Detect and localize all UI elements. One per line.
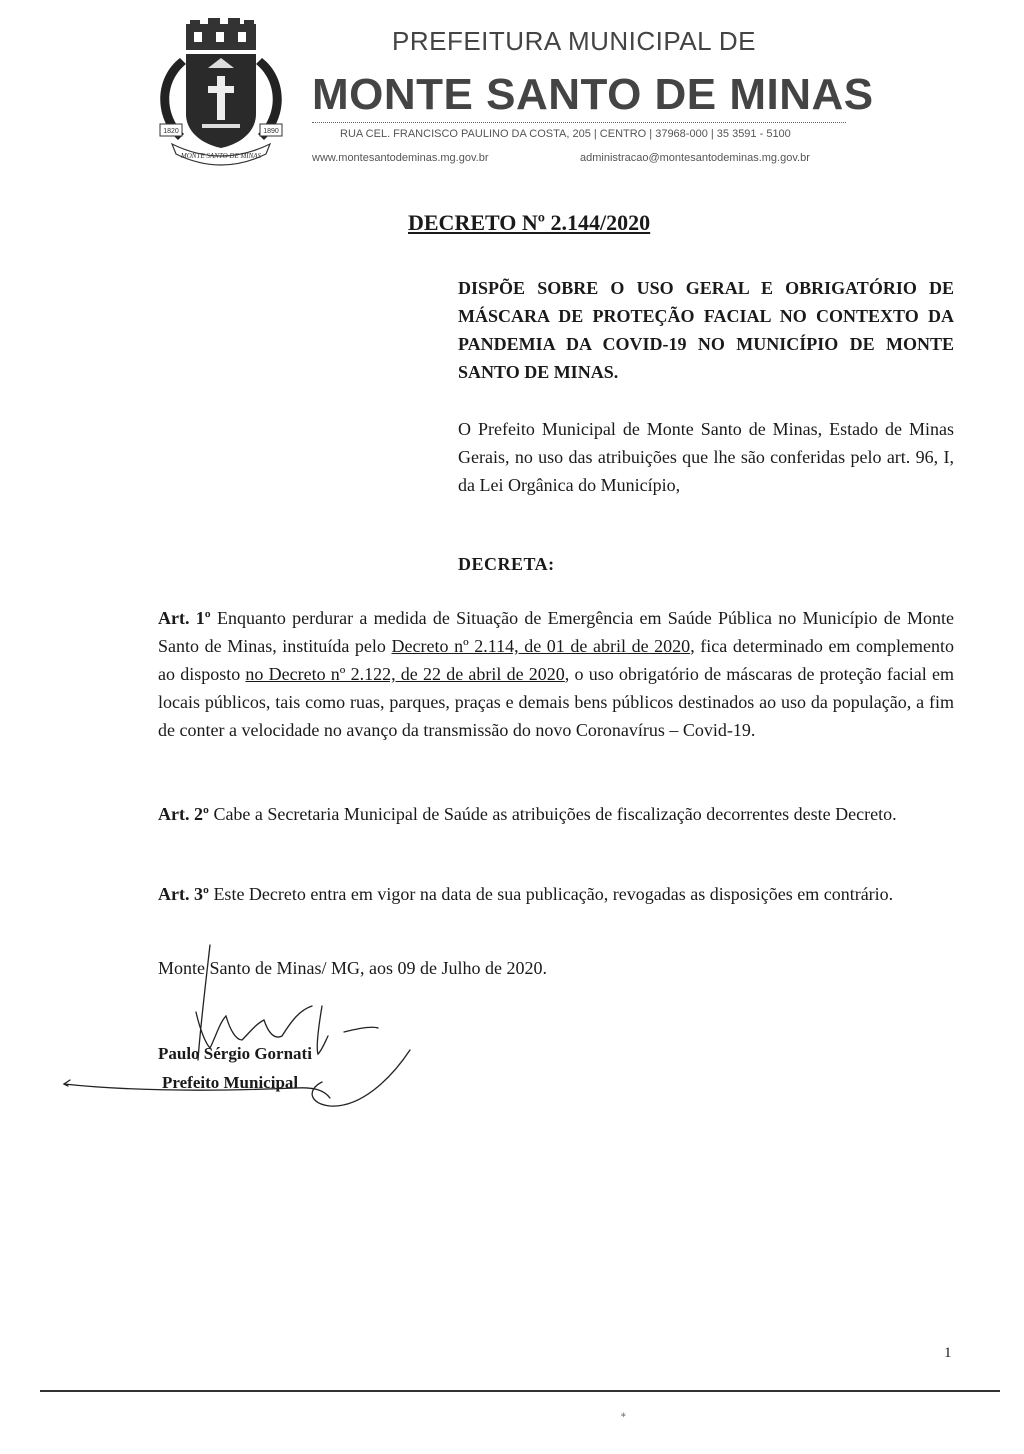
article-1-label: Art. 1º: [158, 608, 211, 628]
article-3-label: Art. 3º: [158, 884, 209, 904]
article-1-text: , fica determinado em complemento ao disposto: [158, 636, 955, 684]
svg-text:1890: 1890: [263, 128, 279, 135]
header-divider: [312, 122, 846, 123]
decreta-heading: DECRETA:: [458, 554, 555, 574]
svg-text:MONTE SANTO DE MINAS: MONTE SANTO DE MINAS: [180, 152, 262, 160]
decree-summary: DISPÕE SOBRE O USO GERAL E OBRIGATÓRIO DE MÁSCARA DE PROTEÇÃO FACIAL NO CONTEXTO DA PANDEMIA DA COVID-19 NO MUNICÍPIO DE MONTE SANTO DE MINAS.: [458, 278, 954, 382]
article-1-text: , o uso obrigatório de máscaras de proteção facial em locais públicos, tais como ruas, parques, praças e demais bens públicos destinados ao uso da população, a fim de conter a velocidade no avanço da transmissão do novo Coronavírus – Covid-19.: [158, 664, 954, 740]
decree-title: DECRETO Nº 2.144/2020: [408, 210, 651, 235]
article-2: [158, 800, 954, 828]
article-1: [158, 604, 954, 744]
decree-reference-2122: no Decreto nº 2.122, de 22 de abril de 2020: [245, 664, 565, 684]
header-email-link[interactable]: administracao@montesantodeminas.mg.gov.br: [580, 152, 810, 164]
article-1-text: Enquanto perdurar a medida de Situação de Emergência em Saúde Pública no Município de Monte Santo de Minas, instituída pelo: [158, 608, 954, 656]
signer-name: Paulo Sérgio Gornati: [158, 1044, 312, 1063]
header-city-name: MONTE SANTO DE MINAS: [312, 70, 874, 119]
decree-preamble: O Prefeito Municipal de Monte Santo de Minas, Estado de Minas Gerais, no uso das atribuições que lhe são conferidas pelo art. 96, I, da Lei Orgânica do Município,: [458, 419, 954, 495]
page-number: 1: [944, 1345, 952, 1361]
footer-divider: [40, 1390, 1000, 1392]
article-3-text: Este Decreto entra em vigor na data de sua publicação, revogadas as disposições em contrário.: [208, 884, 894, 904]
decree-reference-2114: Decreto nº 2.114, de 01 de abril de 2020: [391, 636, 691, 656]
place-and-date: Monte Santo de Minas/ MG, aos 09 de Julho de 2020.: [158, 958, 547, 978]
footer-mark: ∗: [620, 1410, 627, 1421]
municipal-crest-logo: [150, 18, 292, 168]
header-website-link[interactable]: www.montesantodeminas.mg.gov.br: [312, 152, 489, 164]
handwritten-signature: [60, 940, 420, 1120]
header-address: RUA CEL. FRANCISCO PAULINO DA COSTA, 205 | CENTRO | 37968-000 | 35 3591 - 5100: [340, 128, 791, 140]
article-2-label: Art. 2º: [158, 804, 209, 824]
svg-text:1820: 1820: [163, 128, 179, 135]
header-municipality-line: PREFEITURA MUNICIPAL DE: [392, 26, 756, 56]
article-3: [158, 880, 954, 908]
signer-role: Prefeito Municipal: [162, 1073, 299, 1092]
article-2-text: Cabe a Secretaria Municipal de Saúde as atribuições de fiscalização decorrentes deste Decreto.: [208, 804, 897, 824]
